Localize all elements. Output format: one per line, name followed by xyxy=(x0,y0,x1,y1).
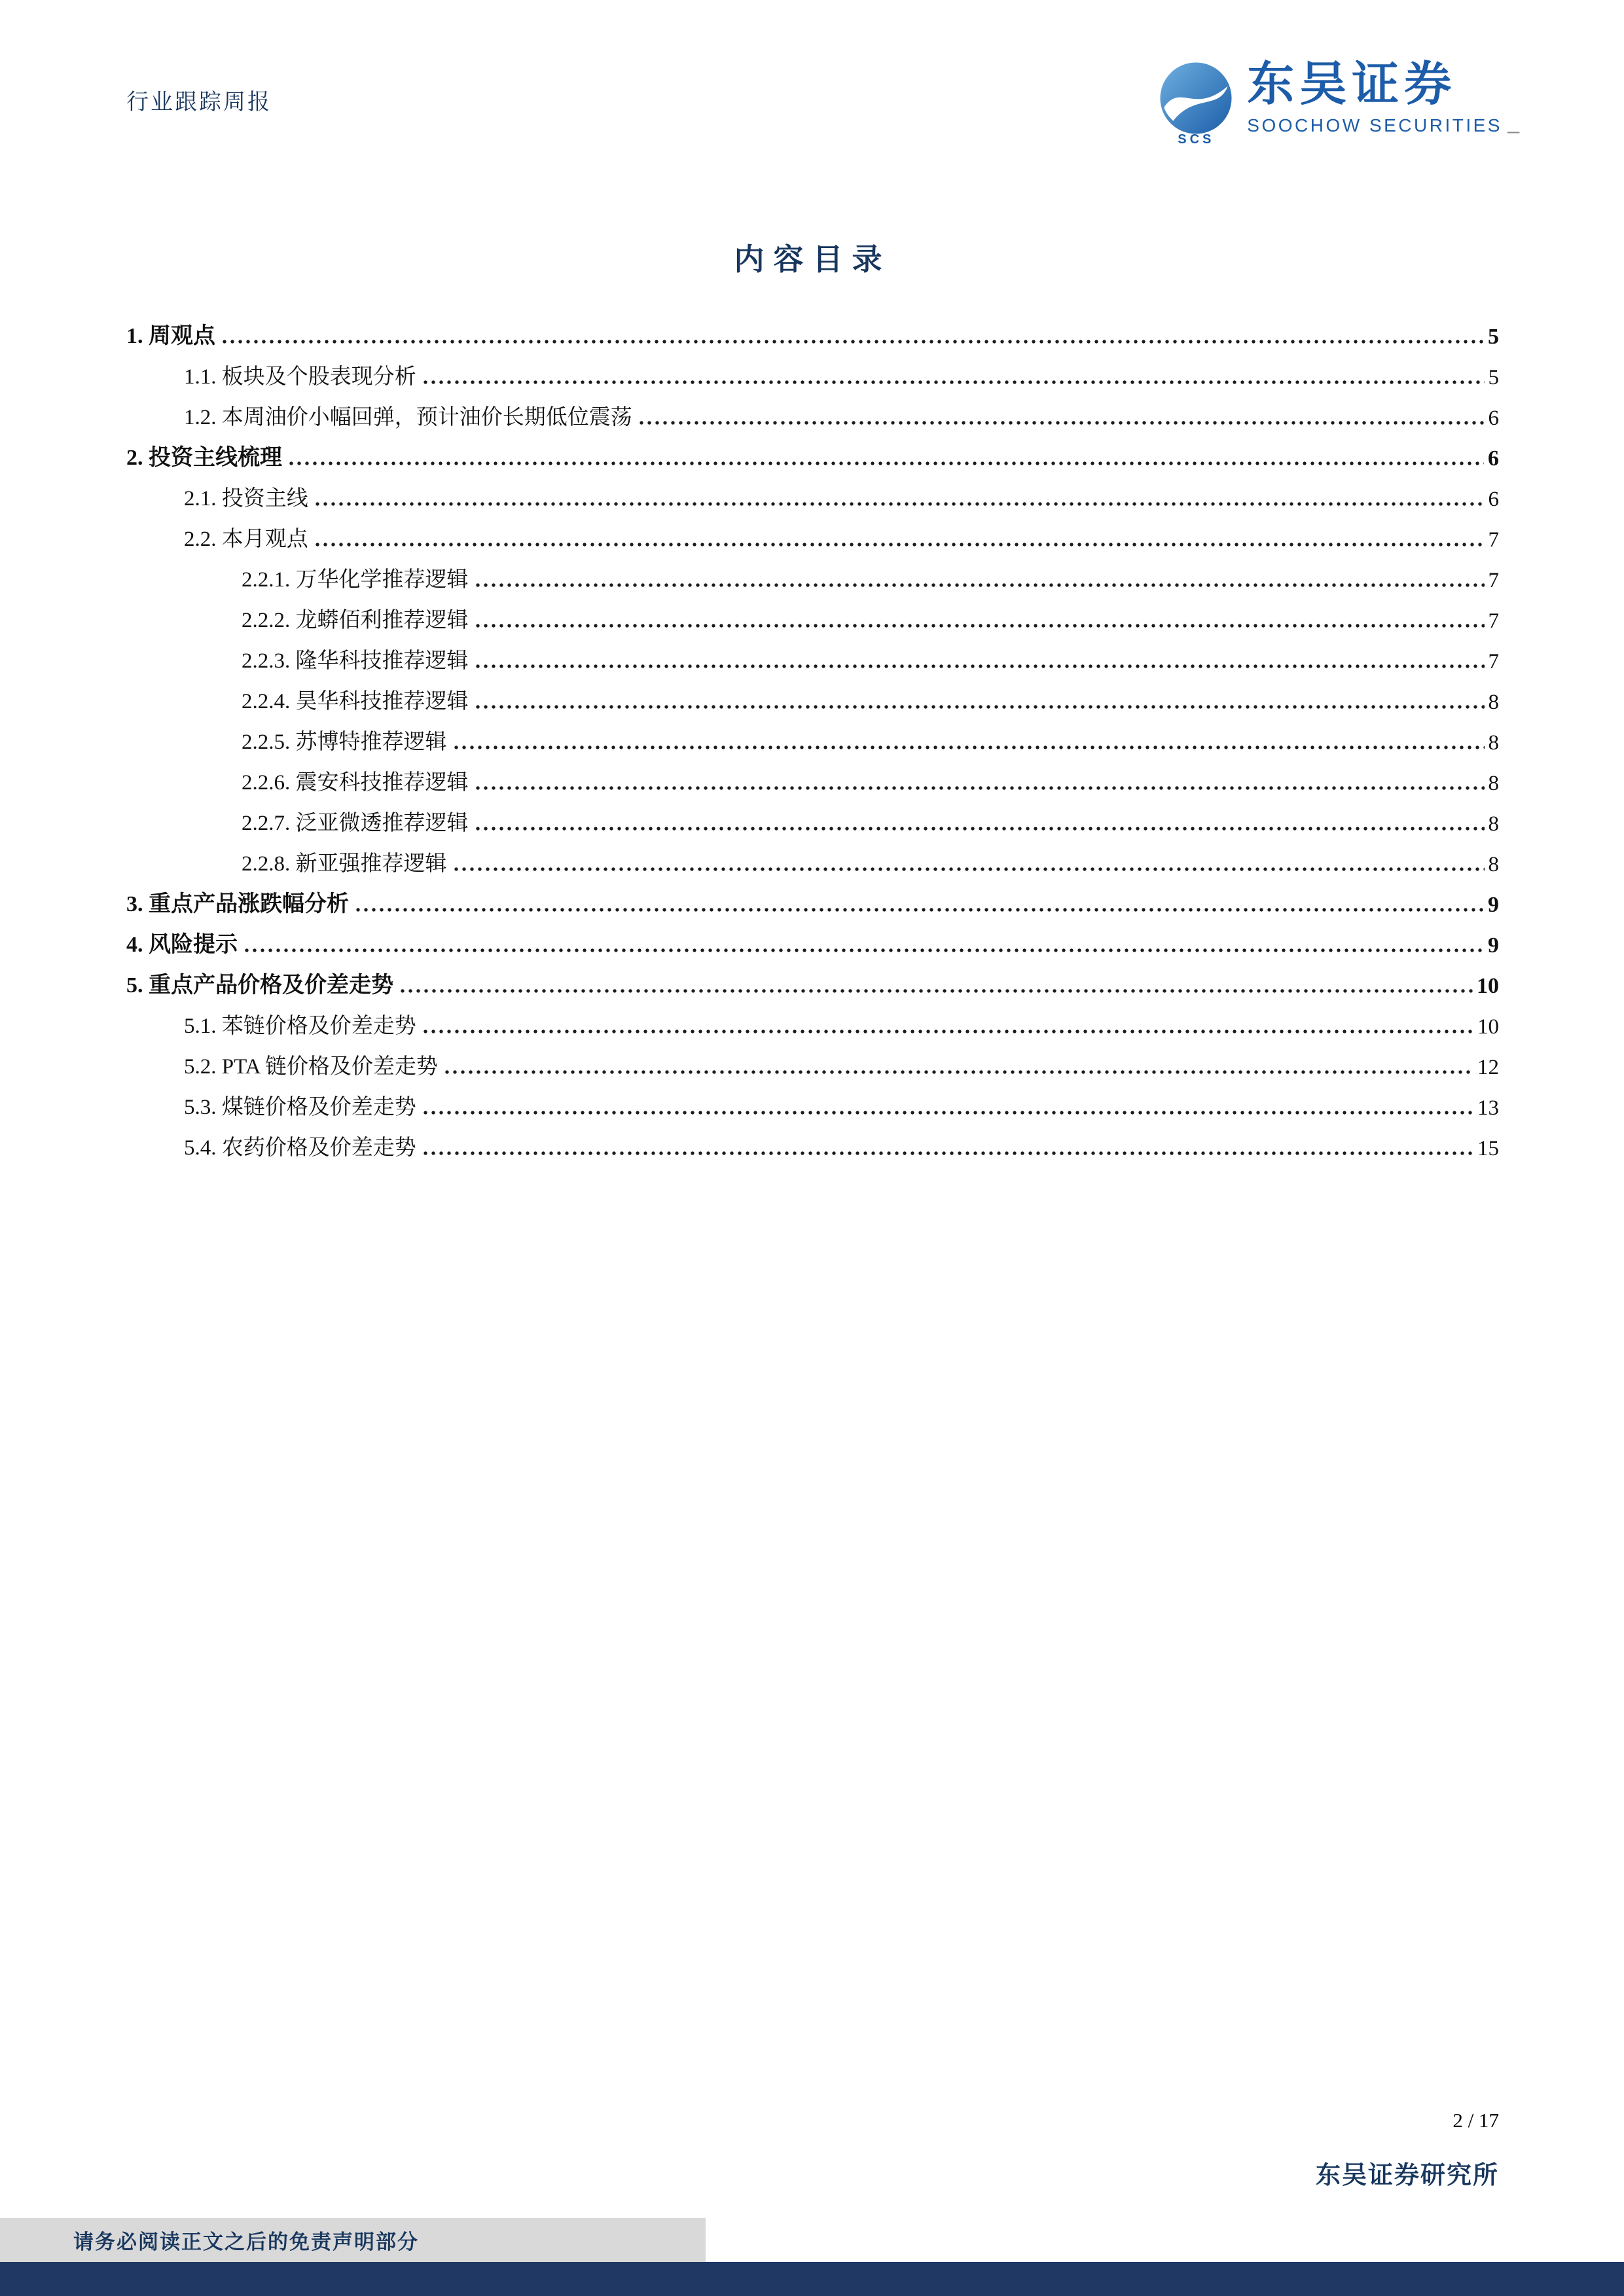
toc-list xyxy=(126,309,1499,1161)
toc-entry[interactable] xyxy=(126,552,1499,593)
toc-entry-page: 7 xyxy=(1488,609,1499,633)
toc-leader-dots xyxy=(474,624,1485,628)
toc-entry[interactable] xyxy=(126,999,1499,1039)
report-type-label: 行业跟踪周报 xyxy=(126,90,272,115)
toc-entry[interactable] xyxy=(126,877,1499,918)
toc-entry-page: 6 xyxy=(1488,406,1499,430)
toc-leader-dots xyxy=(474,705,1485,709)
disclaimer-bar xyxy=(0,2218,706,2262)
disclaimer-text: 请务必阅读正文之后的免责声明部分 xyxy=(73,2231,419,2253)
toc-entry[interactable] xyxy=(126,796,1499,836)
toc-entry-page: 15 xyxy=(1477,1137,1499,1160)
toc-leader-dots xyxy=(474,827,1485,831)
toc-entry[interactable] xyxy=(126,309,1499,350)
toc-leader-dots xyxy=(399,989,1473,993)
toc-leader-dots xyxy=(474,583,1485,587)
toc-title: 内容目录 xyxy=(734,243,892,276)
brand-logo xyxy=(1158,60,1502,147)
toc-entry-page: 7 xyxy=(1488,528,1499,552)
toc-entry[interactable] xyxy=(126,1080,1499,1121)
toc-entry-label: 1.1. 板块及个股表现分析 xyxy=(184,365,416,389)
logo-text xyxy=(1247,60,1502,136)
toc-entry-page: 10 xyxy=(1477,1015,1499,1039)
toc-entry-label: 5.1. 苯链价格及价差走势 xyxy=(184,1014,416,1038)
toc-entry-label: 2.2.7. 泛亚微透推荐逻辑 xyxy=(242,812,469,835)
toc-entry-label: 2.2.1. 万华化学推荐逻辑 xyxy=(242,568,469,592)
toc-leader-dots xyxy=(221,340,1484,344)
toc-leader-dots xyxy=(354,908,1484,912)
toc-entry-label: 2.2.3. 隆华科技推荐逻辑 xyxy=(242,649,469,673)
toc-entry[interactable] xyxy=(126,755,1499,796)
toc-leader-dots xyxy=(422,380,1485,384)
toc-entry-label: 3. 重点产品涨跌幅分析 xyxy=(126,892,349,916)
toc-entry-page: 8 xyxy=(1488,772,1499,795)
toc-entry[interactable] xyxy=(126,390,1499,431)
toc-entry-page: 12 xyxy=(1477,1056,1499,1079)
soochow-swirl-icon xyxy=(1158,60,1234,136)
toc-entry-label: 2. 投资主线梳理 xyxy=(126,446,282,470)
brand-name-en: SOOCHOW SECURITIES xyxy=(1247,115,1502,135)
toc-leader-dots xyxy=(314,543,1485,547)
toc-leader-dots xyxy=(638,421,1485,425)
toc-entry-label: 2.2.8. 新亚强推荐逻辑 xyxy=(242,852,447,876)
toc-entry-label: 5. 重点产品价格及价差走势 xyxy=(126,973,393,997)
toc-entry-page: 9 xyxy=(1488,933,1499,958)
toc-entry[interactable] xyxy=(126,593,1499,634)
toc-entry-label: 5.4. 农药价格及价差走势 xyxy=(184,1136,416,1160)
toc-entry-label: 2.1. 投资主线 xyxy=(184,487,308,511)
toc-entry-label: 2.2.6. 震安科技推荐逻辑 xyxy=(242,771,469,795)
research-institute-label: 东吴证券研究所 xyxy=(1315,2162,1499,2189)
toc-leader-dots xyxy=(452,745,1485,749)
toc-entry-page: 7 xyxy=(1488,650,1499,673)
toc-entry-page: 7 xyxy=(1488,569,1499,592)
toc-entry[interactable] xyxy=(126,674,1499,715)
toc-entry[interactable] xyxy=(126,471,1499,512)
bottom-accent-bar xyxy=(0,2262,1624,2296)
header-dash: _ xyxy=(1507,110,1519,134)
toc-entry-label: 1.2. 本周油价小幅回弹，预计油价长期低位震荡 xyxy=(184,406,632,429)
toc-leader-dots xyxy=(474,664,1485,668)
toc-entry-page: 8 xyxy=(1488,691,1499,714)
table-of-contents xyxy=(126,236,1499,1161)
toc-entry-page: 5 xyxy=(1488,325,1499,349)
toc-entry[interactable] xyxy=(126,715,1499,755)
toc-entry-page: 9 xyxy=(1488,893,1499,917)
toc-leader-dots xyxy=(443,1070,1473,1074)
toc-leader-dots xyxy=(452,867,1485,871)
toc-leader-dots xyxy=(287,461,1484,465)
toc-leader-dots xyxy=(474,786,1485,790)
toc-entry[interactable] xyxy=(126,350,1499,390)
toc-entry-label: 2.2.5. 苏博特推荐逻辑 xyxy=(242,730,447,754)
toc-entry[interactable] xyxy=(126,512,1499,552)
logo-icon xyxy=(1158,60,1234,147)
toc-entry-label: 5.2. PTA 链价格及价差走势 xyxy=(184,1055,438,1079)
toc-entry[interactable] xyxy=(126,1039,1499,1080)
toc-entry-label: 1. 周观点 xyxy=(126,324,215,348)
toc-entry[interactable] xyxy=(126,634,1499,674)
toc-entry-page: 8 xyxy=(1488,812,1499,836)
toc-entry[interactable] xyxy=(126,1121,1499,1161)
toc-entry[interactable] xyxy=(126,958,1499,999)
logo-icon-caption: SCS xyxy=(1178,132,1215,147)
toc-entry[interactable] xyxy=(126,918,1499,958)
toc-entry-label: 2.2.4. 昊华科技推荐逻辑 xyxy=(242,690,469,713)
toc-entry-page: 6 xyxy=(1488,446,1499,471)
toc-entry-page: 5 xyxy=(1488,366,1499,389)
toc-entry-label: 2.2.2. 龙蟒佰利推荐逻辑 xyxy=(242,609,469,632)
brand-name-cn: 东吴证券 xyxy=(1247,58,1457,111)
toc-entry-page: 6 xyxy=(1488,488,1499,511)
toc-entry-label: 2.2. 本月观点 xyxy=(184,528,308,551)
toc-entry[interactable] xyxy=(126,836,1499,877)
page-number-indicator: 2 / 17 xyxy=(1453,2109,1499,2132)
toc-leader-dots xyxy=(422,1151,1473,1155)
toc-entry-page: 10 xyxy=(1477,974,1499,998)
toc-entry-label: 4. 风险提示 xyxy=(126,933,238,957)
toc-leader-dots xyxy=(422,1030,1473,1033)
toc-leader-dots xyxy=(314,502,1485,506)
toc-entry-label: 5.3. 煤链价格及价差走势 xyxy=(184,1096,416,1119)
toc-leader-dots xyxy=(243,948,1484,952)
toc-entry-page: 8 xyxy=(1488,731,1499,755)
toc-entry-page: 13 xyxy=(1477,1096,1499,1120)
toc-entry-page: 8 xyxy=(1488,853,1499,876)
toc-leader-dots xyxy=(422,1111,1473,1115)
toc-entry[interactable] xyxy=(126,431,1499,471)
